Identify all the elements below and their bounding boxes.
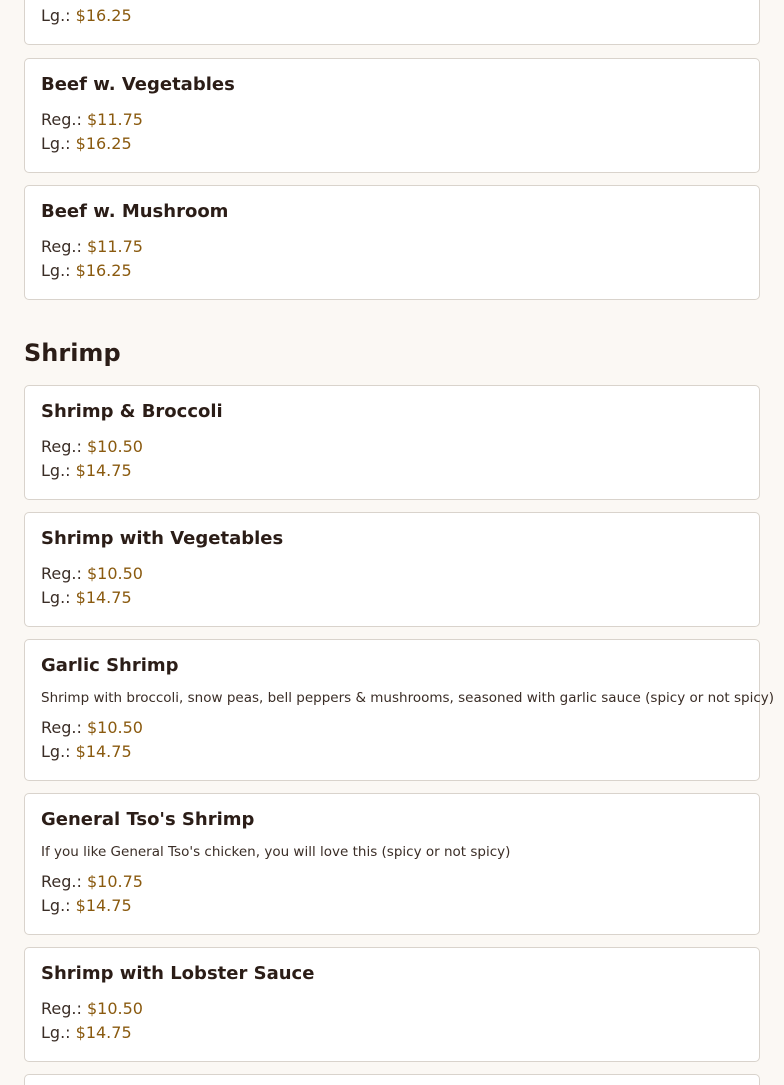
menu-item-card <box>24 58 760 173</box>
lg-price-line <box>41 1023 132 1042</box>
reg-price: $10.50 <box>86 718 143 737</box>
lg-label: Lg.: <box>41 896 71 915</box>
item-description: If you like General Tso's chicken, you will love this (spicy or not spicy) <box>41 844 511 860</box>
section-title-shrimp: Shrimp <box>24 339 121 367</box>
lg-price-line <box>41 261 132 280</box>
reg-price: $10.50 <box>86 437 143 456</box>
menu-item-card <box>24 0 760 45</box>
reg-label: Reg.: <box>41 110 82 129</box>
lg-price: $14.75 <box>75 1023 132 1042</box>
menu-item-card <box>24 639 775 781</box>
item-name: Beef w. Mushroom <box>41 201 229 222</box>
menu-item-card <box>24 185 760 300</box>
reg-label: Reg.: <box>41 237 82 256</box>
reg-label: Reg.: <box>41 437 82 456</box>
reg-price: $10.50 <box>86 999 143 1018</box>
reg-label: Reg.: <box>41 718 82 737</box>
lg-label: Lg.: <box>41 742 71 761</box>
lg-price: $14.75 <box>75 742 132 761</box>
item-name: Shrimp & Broccoli <box>41 401 223 422</box>
reg-label: Reg.: <box>41 872 82 891</box>
lg-price-line <box>41 6 132 25</box>
item-name: Shrimp with Vegetables <box>41 528 284 549</box>
lg-label: Lg.: <box>41 1023 71 1042</box>
menu-item-card <box>24 385 760 500</box>
menu-item-card <box>24 512 760 627</box>
reg-label: Reg.: <box>41 999 82 1018</box>
lg-label: Lg.: <box>41 588 71 607</box>
lg-price-line <box>41 742 132 761</box>
lg-price: $14.75 <box>75 896 132 915</box>
reg-label: Reg.: <box>41 564 82 583</box>
lg-price: $16.25 <box>75 6 132 25</box>
lg-price-line <box>41 461 132 480</box>
reg-price-line <box>41 237 143 256</box>
reg-price-line <box>41 110 143 129</box>
menu-item-card <box>24 1074 760 1085</box>
lg-price-line <box>41 588 132 607</box>
reg-price-line <box>41 437 143 456</box>
item-description: Shrimp with broccoli, snow peas, bell peppers & mushrooms, seasoned with garlic sauce (spicy or not spicy) <box>41 690 775 706</box>
lg-label: Lg.: <box>41 134 71 153</box>
lg-price: $14.75 <box>75 588 132 607</box>
reg-price: $11.75 <box>86 110 143 129</box>
reg-price-line <box>41 564 143 583</box>
lg-label: Lg.: <box>41 6 71 25</box>
lg-label: Lg.: <box>41 261 71 280</box>
reg-price-line <box>41 999 143 1018</box>
lg-price-line <box>41 134 132 153</box>
lg-price: $16.25 <box>75 261 132 280</box>
reg-price: $11.75 <box>86 237 143 256</box>
menu-item-card <box>24 793 760 935</box>
lg-label: Lg.: <box>41 461 71 480</box>
item-name: Shrimp with Lobster Sauce <box>41 963 315 984</box>
item-name: Garlic Shrimp <box>41 655 179 676</box>
item-name: General Tso's Shrimp <box>41 809 255 830</box>
lg-price: $14.75 <box>75 461 132 480</box>
item-name: Beef w. Vegetables <box>41 74 235 95</box>
reg-price: $10.50 <box>86 564 143 583</box>
reg-price-line <box>41 718 143 737</box>
lg-price: $16.25 <box>75 134 132 153</box>
menu-item-card <box>24 947 760 1062</box>
reg-price-line <box>41 872 143 891</box>
lg-price-line <box>41 896 132 915</box>
reg-price: $10.75 <box>86 872 143 891</box>
